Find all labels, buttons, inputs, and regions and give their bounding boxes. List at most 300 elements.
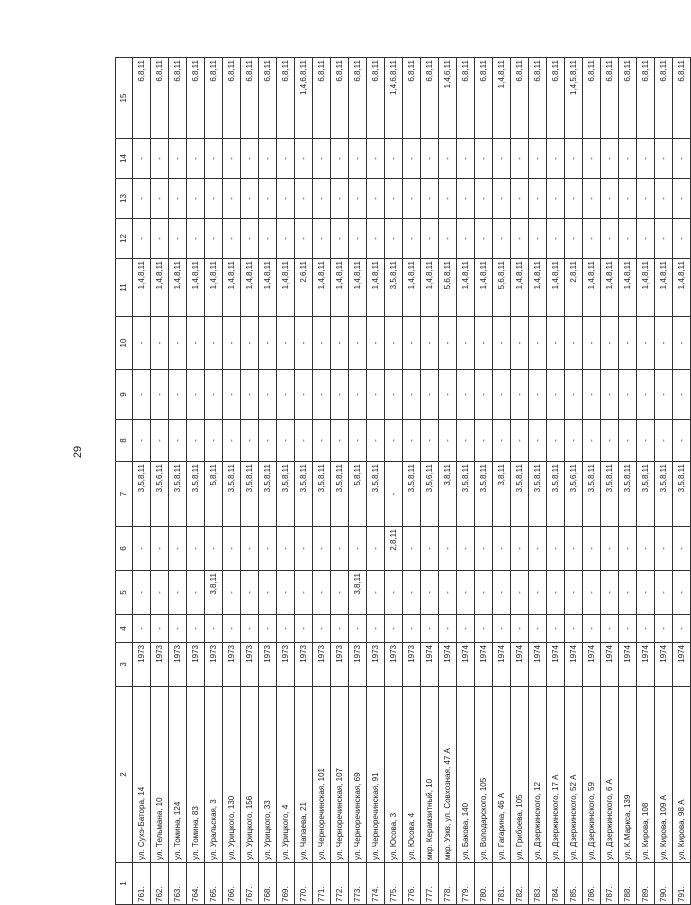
table-cell-col-3: 1973 (223, 643, 241, 687)
table-cell-col-14: - (637, 139, 655, 179)
table-cell-col-7: 3,5,8,11 (673, 462, 691, 527)
table-cell-col-9: - (565, 370, 583, 420)
table-cell-col-10: - (259, 317, 277, 370)
table-cell-col-12: - (673, 219, 691, 259)
table-cell-col-13: - (547, 179, 565, 219)
table-cell-col-10: - (511, 317, 529, 370)
table-cell-col-12: - (313, 219, 331, 259)
table-cell-col-5: - (403, 571, 421, 615)
table-cell-col-10: - (385, 317, 403, 370)
table-cell-col-8: - (637, 420, 655, 462)
table-cell-col-11: 1,4,8,11 (151, 259, 169, 317)
table-cell-col-11: 1,4,8,11 (133, 259, 151, 317)
table-cell-col-2: мкр. Узкв, ул. Совхозная, 47 А (439, 687, 457, 863)
table-cell-col-14: - (547, 139, 565, 179)
table-cell-col-3: 1974 (565, 643, 583, 687)
table-cell-col-2: ул. Урицкого, 130 (223, 687, 241, 863)
table-cell-col-15: 6,8,11 (151, 58, 169, 139)
table-cell-col-8: - (313, 420, 331, 462)
header-row (116, 58, 133, 905)
table-cell-col-1: 765. (205, 863, 223, 905)
table-cell-col-14: - (511, 139, 529, 179)
table-cell-col-12: - (637, 219, 655, 259)
table-cell-col-9: - (205, 370, 223, 420)
table-row (547, 58, 565, 905)
table-cell-col-14: - (151, 139, 169, 179)
table-cell-col-2: ул. Чапаева, 21 (295, 687, 313, 863)
table-cell-col-4: - (349, 615, 367, 643)
table-cell-col-11: 1,4,8,11 (241, 259, 259, 317)
table-cell-col-14: - (673, 139, 691, 179)
table-cell-col-10: - (223, 317, 241, 370)
table-row (187, 58, 205, 905)
table-cell-col-8: - (619, 420, 637, 462)
table-cell-col-15: 1,4,5,8,11 (565, 58, 583, 139)
table-cell-col-2: ул. Бакова, 140 (457, 687, 475, 863)
table-row (385, 58, 403, 905)
table-cell-col-8: - (493, 420, 511, 462)
table-cell-col-15: 6,8,11 (133, 58, 151, 139)
table-cell-col-15: 6,8,11 (475, 58, 493, 139)
table-cell-col-15: 6,8,11 (241, 58, 259, 139)
table-row (223, 58, 241, 905)
table-cell-col-2: ул. Урицкого, 4 (277, 687, 295, 863)
table-cell-col-12: - (133, 219, 151, 259)
table-cell-col-9: - (619, 370, 637, 420)
table-cell-col-5: - (295, 571, 313, 615)
table-cell-col-6: 2,8,11 (385, 527, 403, 571)
table-cell-col-11: 1,4,8,11 (529, 259, 547, 317)
table-cell-col-10: - (637, 317, 655, 370)
table-cell-col-12: - (403, 219, 421, 259)
table-cell-col-12: - (367, 219, 385, 259)
table-cell-col-9: - (673, 370, 691, 420)
table-cell-col-1: 779. (457, 863, 475, 905)
table-cell-col-5: - (637, 571, 655, 615)
table-cell-col-12: - (151, 219, 169, 259)
table-row (601, 58, 619, 905)
table-row (439, 58, 457, 905)
table-cell-col-5: - (259, 571, 277, 615)
table-cell-col-1: 776. (403, 863, 421, 905)
table-cell-col-2: ул. Черноречинская, 91 (367, 687, 385, 863)
table-cell-col-6: - (457, 527, 475, 571)
table-row (637, 58, 655, 905)
table-cell-col-4: - (205, 615, 223, 643)
table-cell-col-8: - (421, 420, 439, 462)
table-cell-col-1: 781. (493, 863, 511, 905)
table-cell-col-8: - (241, 420, 259, 462)
table-cell-col-14: - (241, 139, 259, 179)
table-cell-col-1: 761. (133, 863, 151, 905)
table-cell-col-11: 1,4,8,11 (403, 259, 421, 317)
table-cell-col-8: - (367, 420, 385, 462)
table-cell-col-1: 785. (565, 863, 583, 905)
table-cell-col-10: - (421, 317, 439, 370)
table-cell-col-1: 786. (583, 863, 601, 905)
table-cell-col-10: - (349, 317, 367, 370)
table-cell-col-15: 1,4,6,8,11 (295, 58, 313, 139)
table-cell-col-15: 6,8,11 (277, 58, 295, 139)
table-cell-col-15: 6,8,11 (367, 58, 385, 139)
table-cell-col-9: - (349, 370, 367, 420)
table-cell-col-8: - (133, 420, 151, 462)
table-cell-col-2: ул. Дзержинского, 59 (583, 687, 601, 863)
table-cell-col-7: 3,5,8,11 (367, 462, 385, 527)
table-cell-col-8: - (601, 420, 619, 462)
table-cell-col-4: - (133, 615, 151, 643)
table-cell-col-12: - (439, 219, 457, 259)
table-cell-col-6: - (169, 527, 187, 571)
table-cell-col-8: - (223, 420, 241, 462)
table-row (169, 58, 187, 905)
table-cell-col-8: - (673, 420, 691, 462)
table-cell-col-13: - (439, 179, 457, 219)
table-cell-col-7: 3,8,11 (493, 462, 511, 527)
table-cell-col-3: 1973 (133, 643, 151, 687)
table-cell-col-4: - (655, 615, 673, 643)
table-row (673, 58, 691, 905)
table-cell-col-11: 5,6,8,11 (493, 259, 511, 317)
table-row (421, 58, 439, 905)
table-cell-col-1: 774. (367, 863, 385, 905)
table-cell-col-2: ул. Дзержинского, 12 (529, 687, 547, 863)
table-cell-col-2: ул. К.Маркса, 139 (619, 687, 637, 863)
table-cell-col-6: - (637, 527, 655, 571)
table-cell-col-13: - (565, 179, 583, 219)
table-cell-col-1: 772. (331, 863, 349, 905)
table-cell-col-11: 3,5,8,11 (385, 259, 403, 317)
table-cell-col-12: - (511, 219, 529, 259)
table-cell-col-14: - (655, 139, 673, 179)
table-cell-col-3: 1974 (619, 643, 637, 687)
table-row (259, 58, 277, 905)
table-cell-col-3: 1974 (457, 643, 475, 687)
table-cell-col-10: - (403, 317, 421, 370)
table-cell-col-5: - (673, 571, 691, 615)
table-cell-col-7: 3,5,8,11 (259, 462, 277, 527)
table-cell-col-12: - (457, 219, 475, 259)
column-header-10: 10 (116, 317, 133, 370)
table-cell-col-5: - (241, 571, 259, 615)
table-cell-col-3: 1974 (637, 643, 655, 687)
table-cell-col-11: 1,4,8,11 (367, 259, 385, 317)
table-cell-col-14: - (619, 139, 637, 179)
table-cell-col-11: 1,4,8,11 (637, 259, 655, 317)
table-cell-col-6: - (133, 527, 151, 571)
table-cell-col-7: 3,5,8,11 (457, 462, 475, 527)
table-cell-col-14: - (421, 139, 439, 179)
table-cell-col-3: 1974 (583, 643, 601, 687)
table-cell-col-14: - (295, 139, 313, 179)
table-cell-col-15: 6,8,11 (313, 58, 331, 139)
table-cell-col-8: - (655, 420, 673, 462)
column-header-5: 5 (116, 571, 133, 615)
table-cell-col-4: - (277, 615, 295, 643)
table-cell-col-13: - (475, 179, 493, 219)
table-cell-col-2: ул. Грибоева, 105 (511, 687, 529, 863)
table-cell-col-13: - (403, 179, 421, 219)
table-cell-col-10: - (493, 317, 511, 370)
table-cell-col-9: - (655, 370, 673, 420)
table-cell-col-5: - (583, 571, 601, 615)
table-cell-col-13: - (421, 179, 439, 219)
table-cell-col-5: - (565, 571, 583, 615)
table-cell-col-6: - (223, 527, 241, 571)
table-cell-col-11: 1,4,8,11 (583, 259, 601, 317)
table-cell-col-12: - (349, 219, 367, 259)
table-cell-col-7: 3,5,8,11 (583, 462, 601, 527)
table-cell-col-9: - (151, 370, 169, 420)
table-cell-col-8: - (403, 420, 421, 462)
table-row (511, 58, 529, 905)
table-cell-col-10: - (295, 317, 313, 370)
table-cell-col-14: - (403, 139, 421, 179)
table-cell-col-3: 1973 (187, 643, 205, 687)
table-cell-col-7: 3,5,8,11 (313, 462, 331, 527)
table-cell-col-4: - (619, 615, 637, 643)
table-cell-col-4: - (223, 615, 241, 643)
table-cell-col-13: - (259, 179, 277, 219)
table-cell-col-5: - (475, 571, 493, 615)
column-header-3: 3 (116, 643, 133, 687)
table-cell-col-15: 6,8,11 (349, 58, 367, 139)
table-row (151, 58, 169, 905)
table-cell-col-1: 778. (439, 863, 457, 905)
table-cell-col-3: 1973 (349, 643, 367, 687)
table-cell-col-9: - (439, 370, 457, 420)
table-cell-col-10: - (205, 317, 223, 370)
table-cell-col-14: - (601, 139, 619, 179)
table-cell-col-15: 6,8,11 (187, 58, 205, 139)
table-cell-col-12: - (331, 219, 349, 259)
table-cell-col-10: - (151, 317, 169, 370)
table-cell-col-8: - (205, 420, 223, 462)
table-cell-col-1: 788. (619, 863, 637, 905)
table-cell-col-5: - (601, 571, 619, 615)
table-cell-col-9: - (187, 370, 205, 420)
table-cell-col-4: - (385, 615, 403, 643)
table-cell-col-4: - (313, 615, 331, 643)
page-number: 29 (72, 445, 84, 459)
table-cell-col-1: 787. (601, 863, 619, 905)
table-cell-col-11: 1,4,8,11 (619, 259, 637, 317)
table-cell-col-8: - (511, 420, 529, 462)
table-cell-col-3: 1973 (295, 643, 313, 687)
table-cell-col-9: - (547, 370, 565, 420)
table-cell-col-5: - (529, 571, 547, 615)
table-cell-col-13: - (673, 179, 691, 219)
table-cell-col-8: - (349, 420, 367, 462)
table-cell-col-7: 5,8,11 (205, 462, 223, 527)
table-cell-col-14: - (205, 139, 223, 179)
table-cell-col-6: - (187, 527, 205, 571)
table-cell-col-1: 769. (277, 863, 295, 905)
table-cell-col-15: 6,8,11 (403, 58, 421, 139)
table-cell-col-10: - (457, 317, 475, 370)
table-cell-col-2: ул. Сухэ-Батора, 14 (133, 687, 151, 863)
table-cell-col-1: 768. (259, 863, 277, 905)
table-cell-col-15: 1,4,6,8,11 (385, 58, 403, 139)
table-cell-col-7: 3,5,8,11 (187, 462, 205, 527)
table-cell-col-7: 3,5,6,11 (421, 462, 439, 527)
table-cell-col-5: 3,8,11 (205, 571, 223, 615)
table-cell-col-12: - (583, 219, 601, 259)
table-cell-col-12: - (295, 219, 313, 259)
table-cell-col-8: - (331, 420, 349, 462)
table-cell-col-12: - (619, 219, 637, 259)
table-cell-col-8: - (385, 420, 403, 462)
table-cell-col-2: ул. Дзержинского, 17 А (547, 687, 565, 863)
table-cell-col-12: - (601, 219, 619, 259)
table-cell-col-9: - (403, 370, 421, 420)
table-cell-col-14: - (259, 139, 277, 179)
table-cell-col-6: - (331, 527, 349, 571)
table-row (655, 58, 673, 905)
table-cell-col-15: 1,4,6,11 (439, 58, 457, 139)
table-cell-col-15: 6,8,11 (673, 58, 691, 139)
table-cell-col-12: - (421, 219, 439, 259)
table-cell-col-13: - (205, 179, 223, 219)
table-row (583, 58, 601, 905)
table-cell-col-6: - (493, 527, 511, 571)
table-cell-col-2: ул. Тельмана, 10 (151, 687, 169, 863)
table-cell-col-10: - (601, 317, 619, 370)
table-cell-col-4: - (511, 615, 529, 643)
table-cell-col-7: 3,8,11 (439, 462, 457, 527)
table-cell-col-13: - (313, 179, 331, 219)
table-cell-col-6: - (151, 527, 169, 571)
table-row (529, 58, 547, 905)
table-cell-col-5: - (421, 571, 439, 615)
table-cell-col-4: - (403, 615, 421, 643)
table-cell-col-3: 1973 (385, 643, 403, 687)
table-cell-col-11: 1,4,8,11 (547, 259, 565, 317)
table-cell-col-12: - (493, 219, 511, 259)
table-cell-col-11: 1,4,8,11 (655, 259, 673, 317)
table-row (565, 58, 583, 905)
table-cell-col-1: 766. (223, 863, 241, 905)
table-cell-col-13: - (529, 179, 547, 219)
table-cell-col-4: - (637, 615, 655, 643)
table-cell-col-13: - (367, 179, 385, 219)
table-cell-col-4: - (565, 615, 583, 643)
column-header-8: 8 (116, 420, 133, 462)
table-cell-col-5: - (457, 571, 475, 615)
table-cell-col-13: - (331, 179, 349, 219)
table-cell-col-7: 3,5,8,11 (223, 462, 241, 527)
table-cell-col-15: 6,8,11 (223, 58, 241, 139)
column-header-13: 13 (116, 179, 133, 219)
table-cell-col-1: 783. (529, 863, 547, 905)
table-cell-col-9: - (457, 370, 475, 420)
table-cell-col-9: - (529, 370, 547, 420)
table-cell-col-6: - (403, 527, 421, 571)
table-cell-col-3: 1973 (313, 643, 331, 687)
table-cell-col-5: - (313, 571, 331, 615)
table-cell-col-10: - (655, 317, 673, 370)
table-cell-col-10: - (565, 317, 583, 370)
table-cell-col-14: - (133, 139, 151, 179)
table-cell-col-15: 6,8,11 (205, 58, 223, 139)
table-cell-col-6: - (583, 527, 601, 571)
table-cell-col-6: - (241, 527, 259, 571)
table-cell-col-5: - (439, 571, 457, 615)
table-cell-col-8: - (259, 420, 277, 462)
table-cell-col-14: - (475, 139, 493, 179)
table-cell-col-15: 6,8,11 (331, 58, 349, 139)
table-cell-col-1: 770. (295, 863, 313, 905)
table-cell-col-9: - (511, 370, 529, 420)
table-cell-col-3: 1974 (511, 643, 529, 687)
table-cell-col-15: 1,4,8,11 (493, 58, 511, 139)
column-header-14: 14 (116, 139, 133, 179)
table-cell-col-13: - (187, 179, 205, 219)
table-cell-col-6: - (475, 527, 493, 571)
table-cell-col-7: 3,5,6,11 (151, 462, 169, 527)
table-row (295, 58, 313, 905)
table-cell-col-5: - (655, 571, 673, 615)
table-cell-col-15: 6,8,11 (637, 58, 655, 139)
table-cell-col-3: 1974 (493, 643, 511, 687)
table-cell-col-14: - (367, 139, 385, 179)
table-cell-col-13: - (349, 179, 367, 219)
table-cell-col-3: 1974 (529, 643, 547, 687)
table-cell-col-1: 762. (151, 863, 169, 905)
table-cell-col-6: - (295, 527, 313, 571)
table-cell-col-11: 1,4,8,11 (421, 259, 439, 317)
table-cell-col-13: - (457, 179, 475, 219)
table-cell-col-11: 2,8,11 (565, 259, 583, 317)
table-cell-col-6: - (205, 527, 223, 571)
table-cell-col-4: - (439, 615, 457, 643)
table-cell-col-9: - (637, 370, 655, 420)
table-cell-col-13: - (637, 179, 655, 219)
table-cell-col-5: - (367, 571, 385, 615)
table-cell-col-7: 3,5,8,11 (529, 462, 547, 527)
table-cell-col-3: 1974 (601, 643, 619, 687)
table-cell-col-8: - (295, 420, 313, 462)
table-cell-col-10: - (313, 317, 331, 370)
table-cell-col-13: - (619, 179, 637, 219)
table-cell-col-13: - (151, 179, 169, 219)
table-cell-col-6: - (511, 527, 529, 571)
table-row (349, 58, 367, 905)
table-cell-col-3: 1973 (205, 643, 223, 687)
table-cell-col-9: - (601, 370, 619, 420)
table-cell-col-10: - (475, 317, 493, 370)
table-cell-col-8: - (151, 420, 169, 462)
table-cell-col-4: - (169, 615, 187, 643)
table-cell-col-6: - (421, 527, 439, 571)
table-cell-col-13: - (223, 179, 241, 219)
table-cell-col-2: ул. Дзержинского, 52 А (565, 687, 583, 863)
table-row (313, 58, 331, 905)
rotated-page (115, 58, 686, 905)
table-cell-col-3: 1974 (547, 643, 565, 687)
table-cell-col-1: 767. (241, 863, 259, 905)
table-row (133, 58, 151, 905)
table-cell-col-14: - (331, 139, 349, 179)
table-cell-col-5: - (511, 571, 529, 615)
table-cell-col-13: - (493, 179, 511, 219)
table-cell-col-12: - (475, 219, 493, 259)
table-cell-col-10: - (241, 317, 259, 370)
table-cell-col-7: - (385, 462, 403, 527)
table-cell-col-4: - (151, 615, 169, 643)
table-cell-col-15: 6,8,11 (259, 58, 277, 139)
table-cell-col-6: - (655, 527, 673, 571)
